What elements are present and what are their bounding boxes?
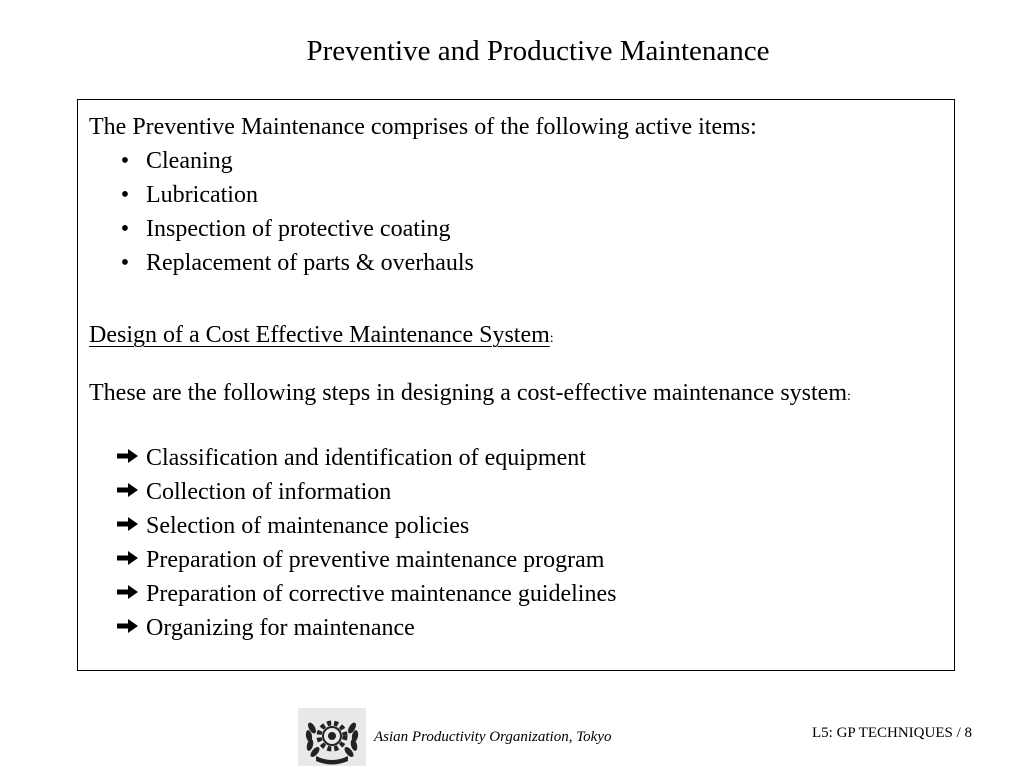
- steps-intro-text: These are the following steps in designing a cost-effective maintenance system: [89, 380, 847, 406]
- bullet-marker: •: [120, 250, 130, 276]
- list-item-label: Preparation of corrective maintenance guidelines: [146, 581, 617, 607]
- bullet-marker: •: [120, 182, 130, 208]
- apo-logo-icon: [298, 708, 366, 766]
- list-item: [115, 212, 954, 246]
- list-item-label: Replacement of parts & overhauls: [146, 250, 474, 276]
- list-item-label: Collection of information: [146, 479, 392, 505]
- slide-title: Preventive and Productive Maintenance: [306, 35, 770, 67]
- arrow-right-icon: [115, 615, 146, 635]
- list-item-label: Selection of maintenance policies: [146, 513, 470, 539]
- arrow-right-icon: [115, 479, 146, 499]
- content-box: [77, 99, 955, 671]
- design-heading: [89, 318, 954, 356]
- arrow-right-icon: [115, 581, 146, 601]
- steps-intro: [89, 376, 954, 414]
- design-heading-text: Design of a Cost Effective Maintenance System: [89, 322, 550, 348]
- list-item: [115, 509, 954, 543]
- list-item: [115, 441, 954, 475]
- list-item-label: Lubrication: [146, 182, 258, 208]
- maintenance-items-list: [89, 144, 954, 280]
- list-item-label: Classification and identification of equipment: [146, 445, 586, 471]
- arrow-right-icon: [115, 547, 146, 567]
- list-item-label: Organizing for maintenance: [146, 615, 415, 641]
- arrow-right-icon: [115, 445, 146, 465]
- design-steps-list: [89, 441, 954, 645]
- organization-name: Asian Productivity Organization, Tokyo: [374, 729, 612, 745]
- list-item: [115, 475, 954, 509]
- list-item-label: Inspection of protective coating: [146, 216, 451, 242]
- page-label: L5: GP TECHNIQUES / 8: [811, 725, 972, 741]
- bullet-marker: •: [120, 148, 130, 174]
- list-item: [115, 577, 954, 611]
- intro-text: The Preventive Maintenance comprises of the following active items:: [89, 114, 757, 140]
- steps-intro-colon: :: [846, 389, 851, 404]
- bullet-marker: •: [120, 216, 130, 242]
- list-item: [115, 611, 954, 645]
- list-item: [115, 178, 954, 212]
- list-item-label: Cleaning: [146, 148, 233, 174]
- list-item: [115, 543, 954, 577]
- design-heading-colon: :: [549, 331, 554, 346]
- list-item: [115, 144, 954, 178]
- list-item: [115, 246, 954, 280]
- arrow-right-icon: [115, 513, 146, 533]
- list-item-label: Preparation of preventive maintenance program: [146, 547, 605, 573]
